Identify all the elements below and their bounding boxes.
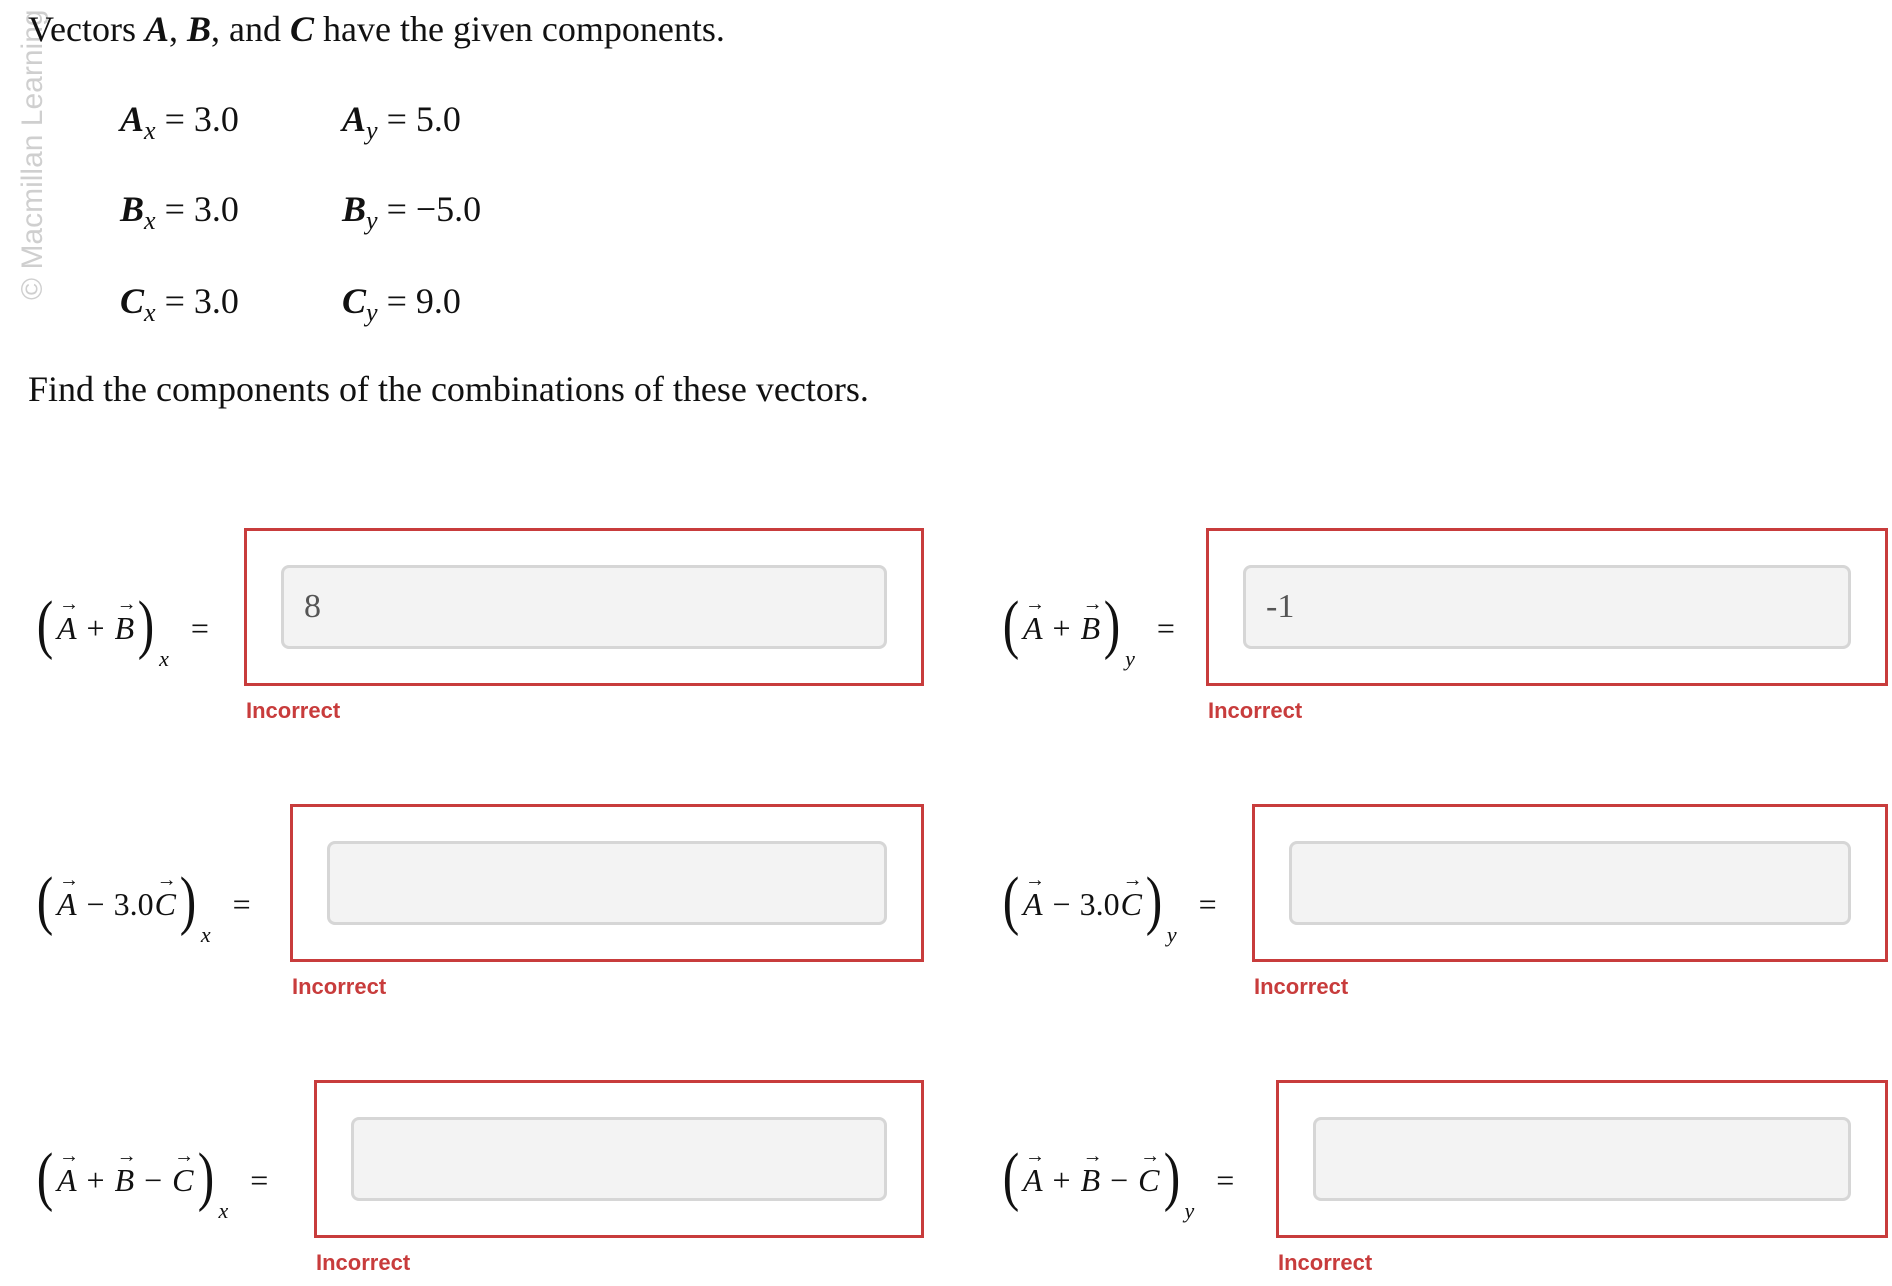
answer-box-a-plus-b-minus-c-y — [1276, 1080, 1888, 1238]
intro-text: Vectors A, B, and C have the given components. — [28, 9, 725, 49]
expr-a-minus-3c-x: ( → A − 3.0 → C ) x = — [34, 864, 251, 944]
answer-input-a-minus-3c-y[interactable] — [1289, 841, 1851, 925]
component-cy: $C_y = 9.0$ — [342, 281, 461, 327]
answer-box-a-plus-b-minus-c-x — [314, 1080, 924, 1238]
prompt-text: Find the components of the combinations of these vectors. — [28, 369, 869, 409]
feedback-a-plus-b-x: Incorrect — [246, 698, 341, 723]
component-ay: $A_y = 5.0$ — [342, 99, 461, 145]
expr-a-plus-b-minus-c-x: ( → A + → B − → C ) x = — [34, 1140, 268, 1220]
answer-input-a-plus-b-y[interactable] — [1243, 565, 1851, 649]
expr-a-plus-b-y: ( → A + → B ) y = — [1000, 588, 1175, 668]
copyright-watermark — [0, 0, 49, 300]
answer-box-a-minus-3c-x — [290, 804, 924, 962]
feedback-a-plus-b-y: Incorrect — [1208, 698, 1303, 723]
component-by: $B_y = -5.0$ — [342, 189, 482, 235]
feedback-a-plus-b-minus-c-y: Incorrect — [1278, 1250, 1373, 1275]
answer-box-a-minus-3c-y — [1252, 804, 1888, 962]
expr-a-plus-b-x: ( → A + → B ) x = — [34, 588, 209, 668]
answer-input-a-plus-b-minus-c-y[interactable] — [1313, 1117, 1851, 1201]
feedback-a-minus-3c-x: Incorrect — [292, 974, 387, 999]
answer-input-a-minus-3c-x[interactable] — [327, 841, 887, 925]
vector-b-label: B — [186, 9, 211, 49]
feedback-a-plus-b-minus-c-x: Incorrect — [316, 1250, 411, 1275]
expr-a-plus-b-minus-c-y: ( → A + → B − → C ) y = — [1000, 1140, 1234, 1220]
answer-box-a-plus-b-x — [244, 528, 924, 686]
feedback-a-minus-3c-y: Incorrect — [1254, 974, 1349, 999]
vector-c-label: C — [289, 9, 314, 49]
component-cx: $C_x = 3.0$ — [120, 281, 239, 327]
component-ax: $A_x = 3.0$ — [120, 99, 239, 145]
vector-a-label: A — [144, 9, 169, 49]
answer-box-a-plus-b-y — [1206, 528, 1888, 686]
answer-input-a-plus-b-minus-c-x[interactable] — [351, 1117, 887, 1201]
answer-input-a-plus-b-x[interactable] — [281, 565, 887, 649]
component-bx: $B_x = 3.0$ — [120, 189, 239, 235]
copyright-text: © Macmillan Learning — [16, 9, 49, 300]
expr-a-minus-3c-y: ( → A − 3.0 → C ) y = — [1000, 864, 1217, 944]
